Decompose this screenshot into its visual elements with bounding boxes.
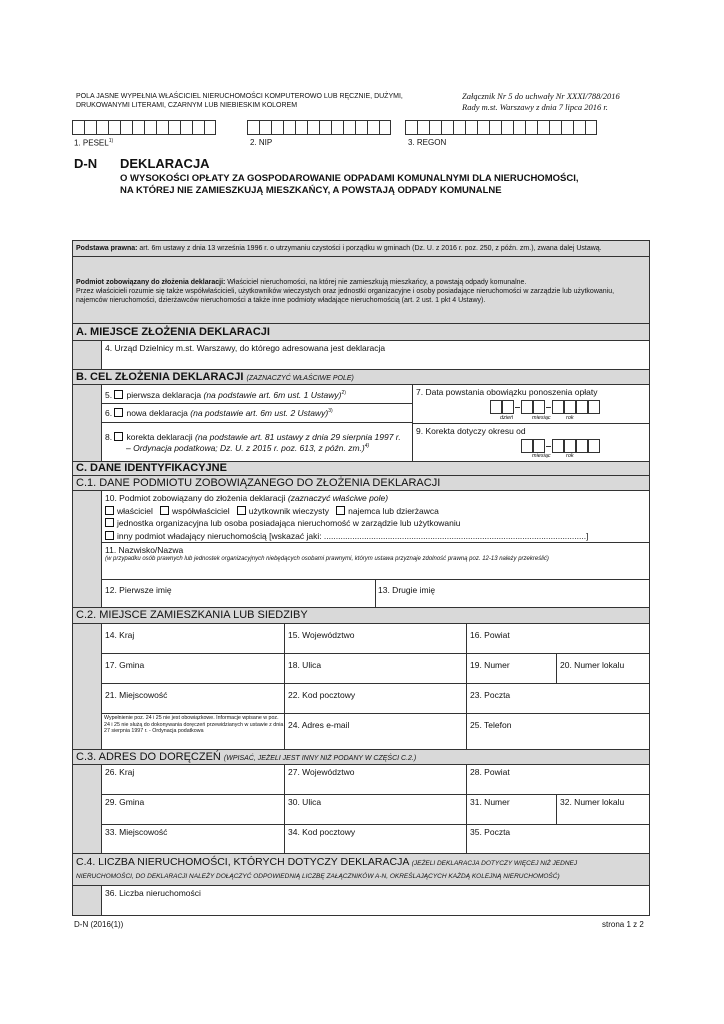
section-b-header: B. CEL ZŁOŻENIA DEKLARACJI (ZAZNACZYĆ WŁAŚCIWE POLE) [72, 369, 650, 385]
year-box[interactable] [564, 400, 576, 414]
entity-options-row-2: jednostka organizacyjna lub osoba posiadająca nieruchomość w zarządzie lub użytkowaniu [105, 518, 461, 528]
first-name-label: 12. Pierwsze imię [105, 585, 172, 595]
second-name-label: 13. Drugie imię [378, 585, 436, 595]
delivery-street-label: 30. Ulica [288, 797, 322, 807]
surname-label: 11. Nazwisko/Nazwa [105, 545, 184, 555]
delivery-post-office-label: 35. Poczta [470, 827, 511, 837]
nip-label: 2. NIP [250, 138, 273, 147]
month-caption: miesiąc [532, 453, 551, 459]
pesel-input[interactable] [72, 120, 216, 135]
checkbox-icon[interactable] [160, 506, 169, 515]
checkbox-icon[interactable] [336, 506, 345, 515]
obligation-date-label: 7. Data powstania obowiązku ponoszenia opłaty [416, 387, 598, 397]
email-label: 24. Adres e-mail [288, 720, 350, 730]
option-first-label: 5. pierwsza deklaracja (na podstawie art. 6m ust. 1 Ustawy)$^{2)}$ [105, 390, 346, 400]
annex-line-2: Rady m.st. Warszawy z dnia 7 lipca 2016 r. [462, 102, 608, 112]
option-correction[interactable] [101, 422, 413, 462]
optional-fields-note: Wypełnienie poz. 24 i 25 nie jest obowiązkowe. Informacje wpisane w poz. 24 i 25 nie służą do dokonywania doręczeń przewidzianych w ustawie z dnia 27 sierpnia 1997 r. - Ordynacja podatkowa [104, 715, 284, 734]
entity-options-row-3: inny podmiot władający nieruchomością [wskazać jaki: ...............................................................................................................] [105, 531, 588, 541]
month-box[interactable] [521, 400, 533, 414]
year-box[interactable] [564, 439, 576, 453]
delivery-number-label: 31. Numer [470, 797, 510, 807]
delivery-county-label: 28. Powiat [470, 767, 510, 777]
margin-cell [72, 764, 102, 854]
obligated-entity: Podmiot zobowiązany do złożenia deklaracji: Właściciel nieruchomości, na której nie zamieszkują mieszkańcy, a powstają odpady komunalne. Przez właścicieli rozumie się także współwłaścicieli, użytkowników wieczystych oraz jednostki organizacyjne i osoby posiadające nieruchomości w zarządzie lub użytkowaniu, najemców nieruchomości, dzierżawców nieruchomości a także inne podmioty władające nieruchomością (art. 2 ust. 1 pkt 4 Ustawy). [76, 279, 615, 304]
office-label: 4. Urząd Dzielnicy m.st. Warszawy, do którego adresowana jest deklaracja [105, 343, 386, 353]
county-label: 16. Powiat [470, 630, 510, 640]
delivery-country-label: 26. Kraj [105, 767, 135, 777]
month-box[interactable] [533, 400, 545, 414]
month-box[interactable] [533, 439, 545, 453]
property-count-label: 36. Liczba nieruchomości [105, 888, 201, 898]
checkbox-icon[interactable] [114, 432, 123, 441]
dash [515, 407, 520, 408]
apartment-label: 20. Numer lokalu [560, 660, 625, 670]
locality-label: 21. Miejscowość [105, 690, 168, 700]
section-c-header: C. DANE IDENTYFIKACYJNE [72, 461, 650, 476]
regon-input[interactable] [405, 120, 597, 135]
commune-label: 17. Gmina [105, 660, 145, 670]
day-box[interactable] [490, 400, 502, 414]
phone-label: 25. Telefon [470, 720, 512, 730]
form-code: D-N [74, 156, 98, 171]
delivery-apartment-label: 32. Numer lokalu [560, 797, 625, 807]
legal-basis: Podstawa prawna: art. 6m ustawy z dnia 13 września 1996 r. o utrzymaniu czystości i porządku w gminach (Dz. U. z 2016 r. poz. 250, z późn. zm.), zwana dalej Ustawą. [76, 245, 602, 252]
section-c1-header: C.1. DANE PODMIOTU ZOBOWIĄZANEGO DO ZŁOŻENIA DEKLARACJI [72, 475, 650, 491]
margin-cell [72, 340, 102, 370]
annex-line-1: Załącznik Nr 5 do uchwały Nr XXXI/788/2016 [462, 91, 620, 101]
entity-options-row-1: właściciel współwłaściciel użytkownik wieczysty najemca lub dzierżawca [105, 506, 439, 516]
delivery-postal-code-label: 34. Kod pocztowy [288, 827, 356, 837]
form-subtitle-1: O WYSOKOŚCI OPŁATY ZA GOSPODAROWANIE ODPADAMI KOMUNALNYMI DLA NIERUCHOMOŚCI, [120, 173, 579, 184]
delivery-commune-label: 29. Gmina [105, 797, 145, 807]
dash [546, 446, 551, 447]
year-box[interactable] [576, 439, 588, 453]
year-caption: rok [566, 453, 574, 459]
number-label: 19. Numer [470, 660, 510, 670]
email-field[interactable] [284, 713, 467, 750]
option-correction-label: 8. korekta deklaracji (na podstawie art. 81 ustawy z dnia 29 sierpnia 1997 r. [105, 432, 401, 442]
pesel-label: 1. PESEL$^{1)}$ [74, 138, 114, 148]
form-title: DEKLARACJA [120, 156, 210, 171]
option-correction-note: – Ordynacja podatkowa; Dz. U. z 2015 r. poz. 613, z późn. zm.)$^{4)}$ [126, 443, 370, 453]
checkbox-icon[interactable] [237, 506, 246, 515]
year-box[interactable] [552, 439, 564, 453]
margin-cell [72, 623, 102, 758]
voivodeship-label: 15. Województwo [288, 630, 355, 640]
divider [72, 256, 650, 257]
year-box[interactable] [576, 400, 588, 414]
checkbox-icon[interactable] [105, 506, 114, 515]
page-number: strona 1 z 2 [602, 920, 644, 929]
postal-code-label: 22. Kod pocztowy [288, 690, 356, 700]
footer-form-code: D-N (2016(1)) [74, 920, 124, 929]
section-c4-title: C.4. LICZBA NIERUCHOMOŚCI, KTÓRYCH DOTYCZY DEKLARACJA (JEŻELI DEKLARACJA DOTYCZY WIĘCEJ NIŻ JEDNEJ [76, 856, 578, 868]
delivery-locality-label: 33. Miejscowość [105, 827, 168, 837]
margin-cell [72, 885, 102, 916]
year-caption: rok [566, 415, 574, 421]
checkbox-icon[interactable] [114, 390, 123, 399]
dash [546, 407, 551, 408]
margin-cell [72, 490, 102, 608]
checkbox-icon[interactable] [105, 531, 114, 540]
day-box[interactable] [502, 400, 514, 414]
fill-instructions: POLA JASNE WYPEŁNIA WŁAŚCICIEL NIERUCHOMOŚCI KOMPUTEROWO LUB RĘCZNIE, DUŻYMI, DRUKOWANYMI LITERAMI, CZARNYM LUB NIEBIESKIM KOLOREM [76, 93, 403, 109]
correction-period-label: 9. Korekta dotyczy okresu od [416, 426, 526, 436]
regon-label: 3. REGON [408, 138, 447, 147]
surname-note: (w przypadku osób prawnych lub jednostek organizacyjnych niebędących osobami prawnymi, którym ustawa przyznaje zdolność prawną poz. 12-13 należy przekreślić) [105, 556, 549, 562]
street-label: 18. Ulica [288, 660, 322, 670]
section-a-header: A. MIEJSCE ZŁOŻENIA DEKLARACJI [72, 323, 650, 341]
delivery-voivodeship-label: 27. Województwo [288, 767, 355, 777]
year-box[interactable] [552, 400, 564, 414]
month-box[interactable] [521, 439, 533, 453]
form-subtitle-2: NA KTÓREJ NIE ZAMIESZKUJĄ MIESZKAŃCY, A POWSTAJĄ ODPADY KOMUNALNE [120, 185, 502, 196]
entity-type-label: 10. Podmiot zobowiązany do złożenia deklaracji (zaznaczyć właściwe pole) [105, 493, 389, 503]
nip-input[interactable] [247, 120, 391, 135]
section-c3-header: C.3. ADRES DO DORĘCZEŃ (WPISAĆ, JEŻELI JEST INNY NIŻ PODANY W CZĘŚCI C.2.) [72, 749, 650, 765]
section-c2-header: C.2. MIEJSCE ZAMIESZKANIA LUB SIEDZIBY [72, 607, 650, 624]
year-box[interactable] [588, 439, 600, 453]
margin-cell [72, 384, 102, 462]
post-office-label: 23. Poczta [470, 690, 511, 700]
day-caption: dzień [500, 415, 514, 421]
checkbox-icon[interactable] [114, 408, 123, 417]
section-c4-note: NIERUCHOMOŚCI, DO DEKLARACJI NALEŻY DOŁĄCZYĆ ODPOWIEDNIĄ LICZBĘ ZAŁĄCZNIKÓW A-N, OKREŚLAJĄCYCH KAŻDĄ KOLEJNĄ NIERUCHOMOŚĆ) [76, 873, 560, 880]
country-label: 14. Kraj [105, 630, 135, 640]
month-caption: miesiąc [532, 415, 551, 421]
checkbox-icon[interactable] [105, 518, 114, 527]
phone-field[interactable] [466, 713, 650, 750]
year-box[interactable] [588, 400, 600, 414]
option-new-label: 6. nowa deklaracja (na podstawie art. 6m ust. 2 Ustawy)$^{3)}$ [105, 408, 333, 418]
